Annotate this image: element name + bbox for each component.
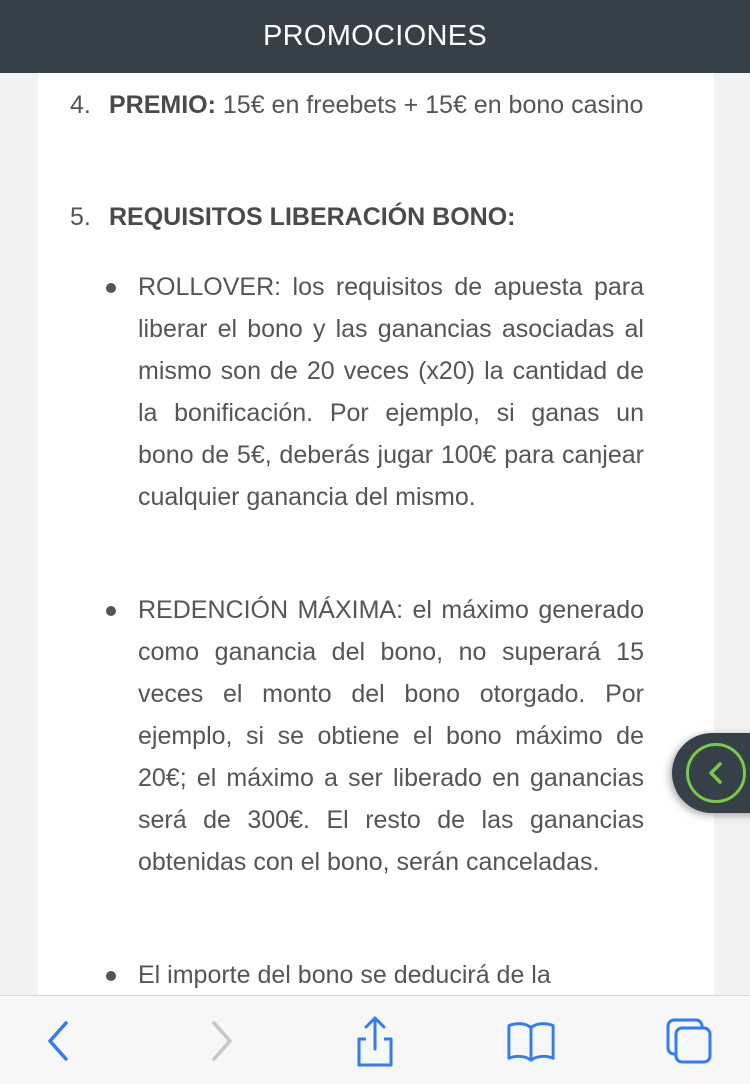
list-item-label: REQUISITOS LIBERACIÓN BONO:	[109, 203, 516, 231]
browser-toolbar	[0, 995, 750, 1084]
list-item-text	[109, 196, 672, 238]
share-button[interactable]	[350, 1016, 400, 1066]
bullet-icon	[106, 283, 116, 293]
header-bar	[0, 0, 750, 73]
tabs-icon	[664, 1016, 714, 1066]
list-item-body: 15€ en freebets + 15€ en bono casino	[215, 91, 644, 119]
share-icon	[353, 1015, 397, 1067]
bullet-icon	[106, 971, 116, 981]
bookmarks-icon	[506, 1019, 556, 1063]
list-number: 4.	[70, 91, 91, 119]
chevron-left-icon	[686, 743, 746, 803]
forward-button[interactable]	[196, 1016, 246, 1066]
page-title: PROMOCIONES	[262, 20, 488, 52]
list-number: 5.	[70, 203, 91, 231]
bullet-text: El importe del bono se deducirá de la	[138, 961, 551, 989]
bullet-text: REDENCIÓN MÁXIMA: el máximo generado como ganancia del bono, no superará 15 veces el monto del bono otorgado. Por ejemplo, si se obtiene el bono máximo de 20€; el máximo a ser liberado en ganancias será de 300€. El resto de las ganancias obtenidas con el bono, serán canceladas.	[138, 596, 644, 876]
list-item-text	[109, 84, 672, 126]
tabs-button[interactable]	[664, 1016, 714, 1066]
bullet-text: ROLLOVER: los requisitos de apuesta para liberar el bono y las ganancias asociadas al mismo son de 20 veces (x20) la cantidad de la bonificación. Por ejemplo, si ganas un bono de 5€, deberás jugar 100€ para canjear cualquier ganancia del mismo.	[138, 273, 644, 511]
back-arrow-icon	[44, 1019, 74, 1063]
back-button[interactable]	[34, 1016, 84, 1066]
bookmarks-button[interactable]	[506, 1016, 556, 1066]
list-item-label: PREMIO:	[109, 91, 216, 119]
side-panel-toggle[interactable]	[672, 733, 750, 813]
forward-arrow-icon	[206, 1019, 236, 1063]
bullet-icon	[106, 606, 116, 616]
promotion-content	[38, 73, 714, 995]
